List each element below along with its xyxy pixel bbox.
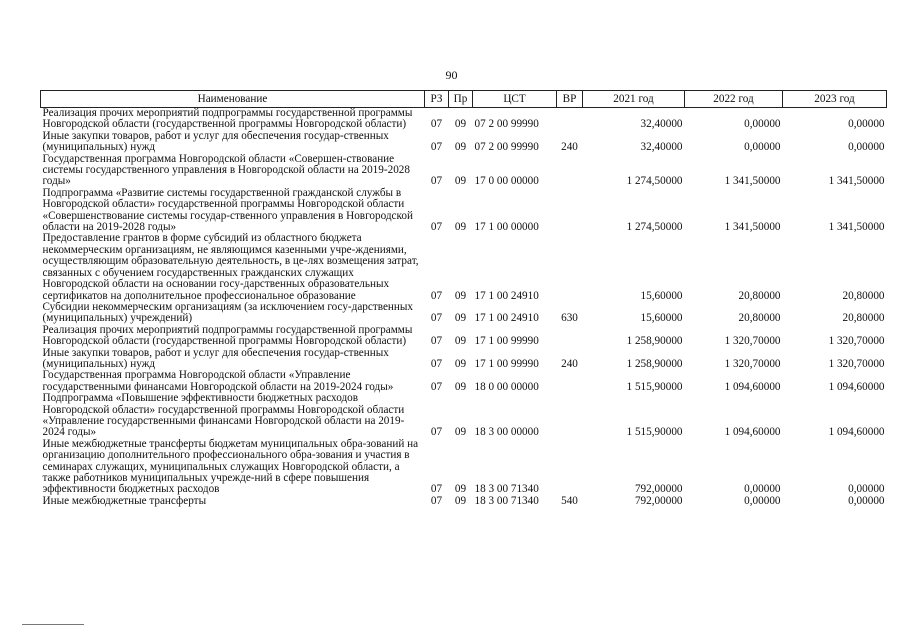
- row-vr: 240: [561, 141, 578, 154]
- row-name: Реализация прочих мероприятий подпрограммы государственной программы Новгородской области (государственной программы Новгородской области): [42, 107, 413, 131]
- row-vr: [557, 393, 583, 439]
- row-value-2023: 1 094,60000: [828, 426, 885, 439]
- header-pr: Пр: [449, 91, 473, 108]
- row-value-2021: 792,00000: [634, 483, 683, 496]
- row-pr: 09: [454, 357, 467, 370]
- row-value-2022: 1 320,70000: [724, 335, 781, 348]
- table-row: [41, 188, 887, 234]
- row-cst: 17 0 00 00000: [474, 175, 539, 188]
- table-row: [41, 131, 887, 154]
- row-value-2023: 1 320,70000: [828, 335, 885, 348]
- table-header-row: [41, 91, 887, 108]
- row-name: Государственная программа Новгородской области «Совершен-ствование системы государственного управления в Новгородской области на 2019-2028 годы»: [42, 152, 410, 188]
- row-value-2022: 20,80000: [738, 312, 781, 325]
- row-value-2023: 0,00000: [848, 494, 885, 507]
- row-pr: 09: [454, 380, 467, 393]
- row-vr: [557, 325, 583, 348]
- row-value-2021: 1 258,90000: [626, 335, 683, 348]
- row-value-2021: 1 274,50000: [626, 175, 683, 188]
- row-pr: 09: [454, 494, 467, 507]
- row-vr: [557, 108, 583, 131]
- row-value-2023: 1 341,50000: [828, 221, 885, 234]
- table-row: [41, 108, 887, 131]
- row-vr: 630: [561, 312, 578, 325]
- row-name: Иные закупки товаров, работ и услуг для обеспечения государ-ственных (муниципальных) нужд: [42, 129, 389, 154]
- table-row: [41, 154, 887, 188]
- row-cst: 17 1 00 24910: [474, 289, 539, 302]
- row-rz: 07: [430, 494, 443, 507]
- row-name: Иные межбюджетные трансферты бюджетам муниципальных обра-зований на организацию дополнительного профессионального обра-зования и участия в семинарах служащих, муниципальных служащих Новгородской области, а также работников муниципальных учрежде-ний в сфере повышения эффективности бюджетных расходов: [42, 437, 419, 496]
- row-value-2021: 1 515,90000: [626, 380, 683, 393]
- row-value-2021: 792,00000: [634, 494, 683, 507]
- row-value-2023: 0,00000: [848, 483, 885, 496]
- header-vr: ВР: [557, 91, 583, 108]
- row-rz: 07: [430, 335, 443, 348]
- page-number: 90: [445, 68, 458, 82]
- header-2023: 2023 год: [783, 91, 887, 108]
- row-cst: 18 3 00 00000: [474, 426, 539, 439]
- row-vr: [557, 188, 583, 234]
- row-cst: 18 0 00 00000: [474, 380, 539, 393]
- row-cst: 17 1 00 00000: [474, 221, 539, 234]
- row-name: Иные закупки товаров, работ и услуг для обеспечения государ-ственных (муниципальных) нужд: [42, 346, 389, 370]
- row-rz: 07: [430, 357, 443, 370]
- row-value-2022: 0,00000: [744, 483, 781, 496]
- row-cst: 17 1 00 24910: [474, 312, 539, 325]
- table-row: [41, 233, 887, 301]
- row-pr: 09: [454, 335, 467, 348]
- row-value-2021: 15,60000: [640, 289, 683, 302]
- table-row: [41, 302, 887, 325]
- row-vr: [557, 439, 583, 496]
- row-rz: 07: [430, 118, 443, 131]
- row-pr: 09: [454, 118, 467, 131]
- table-row: [41, 325, 887, 348]
- row-pr: 09: [454, 289, 467, 302]
- row-value-2021: 32,40000: [640, 118, 683, 131]
- row-name: Реализация прочих мероприятий подпрограммы государственной программы Новгородской области (государственной программы Новгородской области): [42, 323, 413, 348]
- row-vr: [557, 154, 583, 188]
- row-pr: 09: [454, 221, 467, 234]
- header-rz: РЗ: [425, 91, 449, 108]
- row-value-2022: 0,00000: [744, 141, 781, 154]
- row-value-2023: 1 320,70000: [828, 357, 885, 370]
- row-cst: 17 1 00 99990: [474, 335, 539, 348]
- row-value-2022: 0,00000: [744, 118, 781, 131]
- row-value-2023: 0,00000: [848, 118, 885, 131]
- row-value-2022: 1 320,70000: [724, 357, 781, 370]
- row-pr: 09: [454, 426, 467, 439]
- row-vr: 540: [561, 494, 578, 507]
- row-name: Государственная программа Новгородской области «Управление государственными финансами Новгородской области на 2019-2024 годы»: [42, 369, 394, 393]
- row-rz: 07: [430, 426, 443, 439]
- row-name: Подпрограмма «Повышение эффективности бюджетных расходов Новгородской области» государственной программы Новгородской области «Управление государственными финансами Новгородской области на 2019-2024 годы»: [42, 392, 405, 439]
- row-rz: 07: [430, 221, 443, 234]
- budget-table: [40, 90, 887, 507]
- header-name: Наименование: [41, 91, 425, 108]
- row-value-2023: 1 094,60000: [828, 380, 885, 393]
- row-cst: 07 2 00 99990: [474, 118, 539, 131]
- table-row: [41, 370, 887, 393]
- row-value-2023: 20,80000: [842, 312, 885, 325]
- row-value-2022: 0,00000: [744, 494, 781, 507]
- row-pr: 09: [454, 141, 467, 154]
- row-name: Иные межбюджетные трансферты: [42, 494, 207, 507]
- row-rz: 07: [430, 380, 443, 393]
- row-name: Подпрограмма «Развитие системы государственной гражданской службы в Новгородской области» государственной программы Новгородской области «Совершенствование системы государ-ственного управления в Новгородской области на 2019-2028 годы»: [42, 186, 413, 234]
- header-2021: 2021 год: [583, 91, 685, 108]
- row-value-2023: 0,00000: [848, 141, 885, 154]
- row-cst: 17 1 00 99990: [474, 357, 539, 370]
- row-rz: 07: [430, 483, 443, 496]
- table-row: [41, 496, 887, 507]
- header-2022: 2022 год: [685, 91, 783, 108]
- row-rz: 07: [430, 289, 443, 302]
- row-cst: 18 3 00 71340: [474, 494, 539, 507]
- row-value-2021: 1 258,90000: [626, 357, 683, 370]
- row-value-2022: 1 094,60000: [724, 380, 781, 393]
- row-value-2022: 20,80000: [738, 289, 781, 302]
- row-rz: 07: [430, 312, 443, 325]
- row-pr: 09: [454, 175, 467, 188]
- row-value-2021: 1 515,90000: [626, 426, 683, 439]
- footer-divider: [22, 624, 84, 625]
- row-name: Предоставление грантов в форме субсидий из областного бюджета некоммерческим организациям, не являющимся казенными учре-ждениями, осуществляющим образовательную деятельность, в це-лях возмещения затрат, связанных с обучением государственных гражданских служащих Новгородской области на основании госу-дарственных образовательных сертификатов на дополнительное профессиональное образование: [42, 232, 419, 302]
- table-row: [41, 393, 887, 439]
- row-rz: 07: [430, 175, 443, 188]
- row-value-2021: 15,60000: [640, 312, 683, 325]
- row-value-2021: 32,40000: [640, 141, 683, 154]
- row-name: Субсидии некоммерческим организациям (за исключением госу-дарственных (муниципальных) учреждений): [42, 300, 414, 325]
- row-pr: 09: [454, 312, 467, 325]
- row-value-2022: 1 341,50000: [724, 175, 781, 188]
- row-rz: 07: [430, 141, 443, 154]
- row-value-2023: 20,80000: [842, 289, 885, 302]
- row-value-2022: 1 094,60000: [724, 426, 781, 439]
- row-value-2022: 1 341,50000: [724, 221, 781, 234]
- row-value-2021: 1 274,50000: [626, 221, 683, 234]
- row-vr: 240: [561, 357, 578, 370]
- header-cst: ЦСТ: [473, 91, 557, 108]
- row-cst: 07 2 00 99990: [474, 141, 539, 154]
- row-cst: 18 3 00 71340: [474, 483, 539, 496]
- row-pr: 09: [454, 483, 467, 496]
- table-row: [41, 439, 887, 496]
- row-vr: [557, 233, 583, 301]
- table-row: [41, 348, 887, 371]
- row-value-2023: 1 341,50000: [828, 175, 885, 188]
- row-vr: [557, 370, 583, 393]
